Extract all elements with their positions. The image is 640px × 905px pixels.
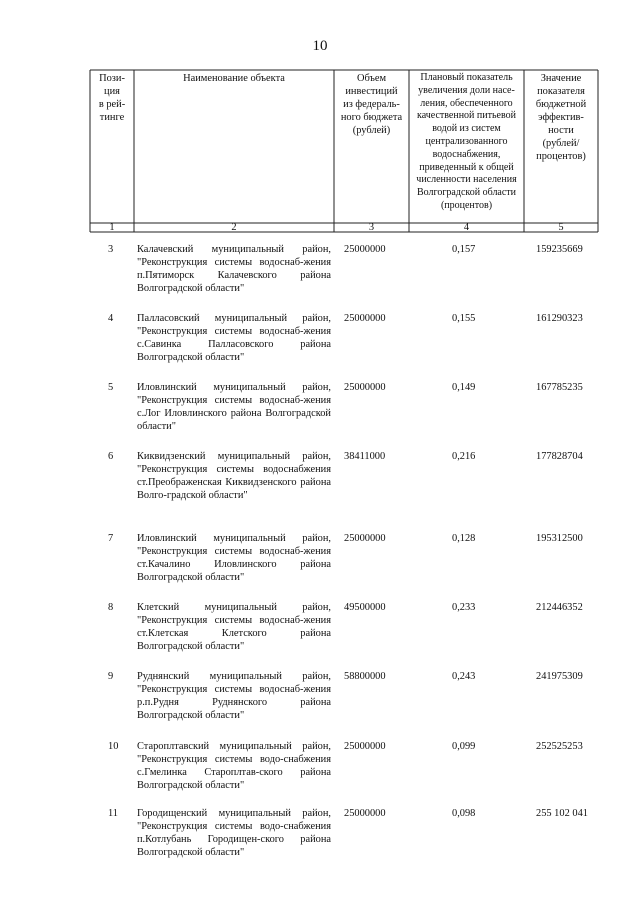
row-investment: 49500000 bbox=[344, 602, 386, 613]
row-investment: 38411000 bbox=[344, 451, 386, 462]
row-share: 0,157 bbox=[452, 244, 476, 255]
row-position: 4 bbox=[108, 313, 114, 324]
column-number-2: 2 bbox=[231, 222, 237, 233]
row-efficiency: 177828704 bbox=[536, 451, 583, 462]
column-number-3: 3 bbox=[368, 222, 375, 233]
row-share: 0,098 bbox=[452, 808, 476, 819]
row-object-name: Киквидзенский муниципальный район, "Реконструкция системы водоснабжения ст.Преображенская Киквидзенского района Волго-градской области" bbox=[137, 451, 331, 501]
row-efficiency: 167785235 bbox=[536, 382, 583, 393]
row-object-name: Иловлинский муниципальный район, "Реконструкция системы водоснаб-жения ст.Качалино Иловлинского района Волгоградской области" bbox=[137, 533, 331, 583]
row-efficiency: 195312500 bbox=[536, 533, 583, 544]
header-object-name: Наименование объекта bbox=[183, 73, 285, 84]
row-share: 0,099 bbox=[452, 741, 476, 752]
row-investment: 25000000 bbox=[344, 741, 386, 752]
row-share: 0,233 bbox=[452, 602, 476, 613]
row-position: 8 bbox=[108, 602, 114, 613]
row-object-name: Староплтавский муниципальный район, "Реконструкция системы водо-снабжения с.Гмелинка Староплтав-ского района Волгоградской области" bbox=[137, 741, 331, 791]
row-position: 5 bbox=[108, 382, 114, 393]
row-investment: 25000000 bbox=[344, 313, 386, 324]
row-investment: 25000000 bbox=[344, 533, 386, 544]
row-share: 0,243 bbox=[452, 671, 476, 682]
row-position: 7 bbox=[108, 533, 114, 544]
row-position: 9 bbox=[108, 671, 114, 682]
row-share: 0,155 bbox=[452, 313, 476, 324]
row-share: 0,216 bbox=[452, 451, 476, 462]
row-investment: 25000000 bbox=[344, 382, 386, 393]
header-position: Пози- ция в рей- тинге bbox=[98, 73, 126, 123]
row-efficiency: 159235669 bbox=[536, 244, 583, 255]
row-share: 0,128 bbox=[452, 533, 476, 544]
header-planned-indicator: Плановый показатель увеличения доли насе- ления, обеспеченного качественной питьевой водой из систем централизованного водоснабжения, приведенный к общей численности населения Волгоградской области (процентов) bbox=[416, 72, 517, 211]
row-object-name: Руднянский муниципальный район, "Реконструкция системы водоснаб-жения р.п.Рудня Руднянского района Волгоградской области" bbox=[137, 671, 331, 721]
row-position: 11 bbox=[108, 808, 119, 819]
row-position: 10 bbox=[108, 741, 119, 752]
header-investment: Объем инвестиций из федераль- ного бюджета (рублей) bbox=[340, 73, 403, 136]
row-investment: 25000000 bbox=[344, 244, 386, 255]
row-investment: 58800000 bbox=[344, 671, 386, 682]
row-position: 3 bbox=[108, 244, 114, 255]
row-efficiency: 161290323 bbox=[536, 313, 583, 324]
row-share: 0,149 bbox=[452, 382, 476, 393]
page-number: 10 bbox=[312, 38, 328, 54]
row-efficiency: 252525253 bbox=[536, 741, 583, 752]
row-efficiency: 255 102 041 bbox=[536, 808, 588, 819]
header-efficiency: Значение показателя бюджетной эффектив- ности (рублей/ процентов) bbox=[535, 73, 587, 162]
column-number-4: 4 bbox=[463, 222, 470, 233]
row-position: 6 bbox=[108, 451, 114, 462]
row-object-name: Клетский муниципальный район, "Реконструкция системы водоснаб-жения ст.Клетская Клетского района Волгоградской области" bbox=[137, 602, 331, 652]
row-object-name: Городищенский муниципальный район, "Реконструкция системы водо-снабжения п.Котлубань Городищен-ского района Волгоградской области" bbox=[137, 808, 331, 858]
row-investment: 25000000 bbox=[344, 808, 386, 819]
row-object-name: Калачевский муниципальный район, "Реконструкция системы водоснаб-жения п.Пятиморск Калачевского района Волгоградской области" bbox=[137, 244, 331, 294]
row-object-name: Палласовский муниципальный район, "Реконструкция системы водоснаб-жения с.Савинка Палласовского района Волгоградской области" bbox=[137, 313, 331, 363]
row-efficiency: 212446352 bbox=[536, 602, 583, 613]
row-object-name: Иловлинский муниципальный район, "Реконструкция системы водоснаб-жения с.Лог Иловлинского района Волгоградской области" bbox=[137, 382, 331, 432]
column-number-5: 5 bbox=[558, 222, 564, 233]
row-efficiency: 241975309 bbox=[536, 671, 583, 682]
column-number-1: 1 bbox=[109, 222, 115, 233]
